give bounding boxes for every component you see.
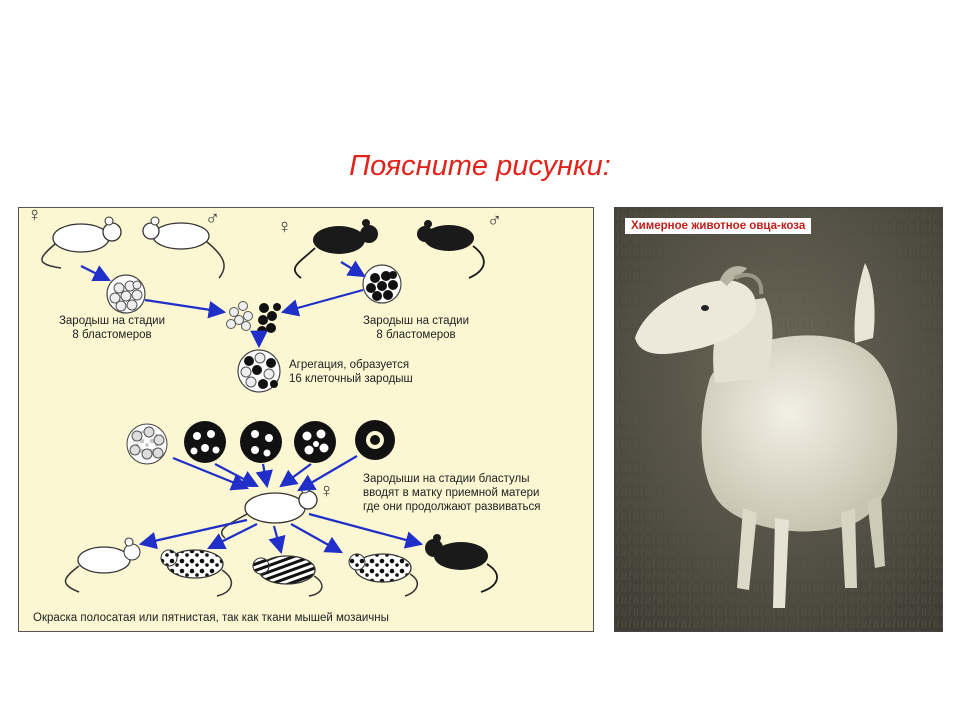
slide-title: Поясните рисунки: [349,150,611,182]
chimera-animal-illustration [615,208,943,632]
label-aggregation: Агрегация, образуется 16 клеточный зародыш [289,359,413,385]
female-symbol-2: ♀ [277,216,292,238]
offspring-white-mouse-icon [65,538,140,592]
offspring-spotted-mouse-icon [161,550,231,596]
sheep-goat-chimera-photo [614,207,943,632]
label-right-embryo: Зародыш на стадии 8 бластомеров [362,315,470,341]
offspring-black-mouse-icon [425,534,497,592]
aggregate-16-cells-icon [238,350,280,392]
blastula-3-icon [240,421,282,463]
blastula-5-icon [355,420,395,460]
offspring-spotted-mouse-2-icon [349,554,417,596]
offspring-striped-mouse-icon [253,556,322,596]
diagram-graphics [19,204,595,633]
label-left-embryo: Зародыш на стадии 8 бластомеров [58,315,166,341]
white-embryo-8-cells-icon [107,275,145,313]
label-bottom: Окраска полосатая или пятнистая, так как ткани мышей мозаичны [33,612,389,624]
blastula-4-icon [294,421,336,463]
male-symbol-1: ♂ [205,208,220,230]
white-mouse-female-icon [42,217,121,268]
black-mouse-female-icon [295,219,378,278]
female-symbol-1: ♀ [27,204,42,226]
black-mouse-male-icon [417,220,484,278]
blastula-2-icon [184,421,226,463]
photo-caption: Химерное животное овца-коза [625,218,811,234]
female-symbol-3: ♀ [319,480,334,502]
label-blastula: Зародыши на стадии бластулы вводят в матку приемной матери где они продолжают развиваться [363,473,541,513]
chimera-mouse-diagram [18,204,594,632]
black-embryo-8-cells-icon [363,265,401,303]
male-symbol-2: ♂ [487,210,502,232]
blastula-1-icon [127,424,167,464]
aggregating-embryos-icon [227,302,282,337]
